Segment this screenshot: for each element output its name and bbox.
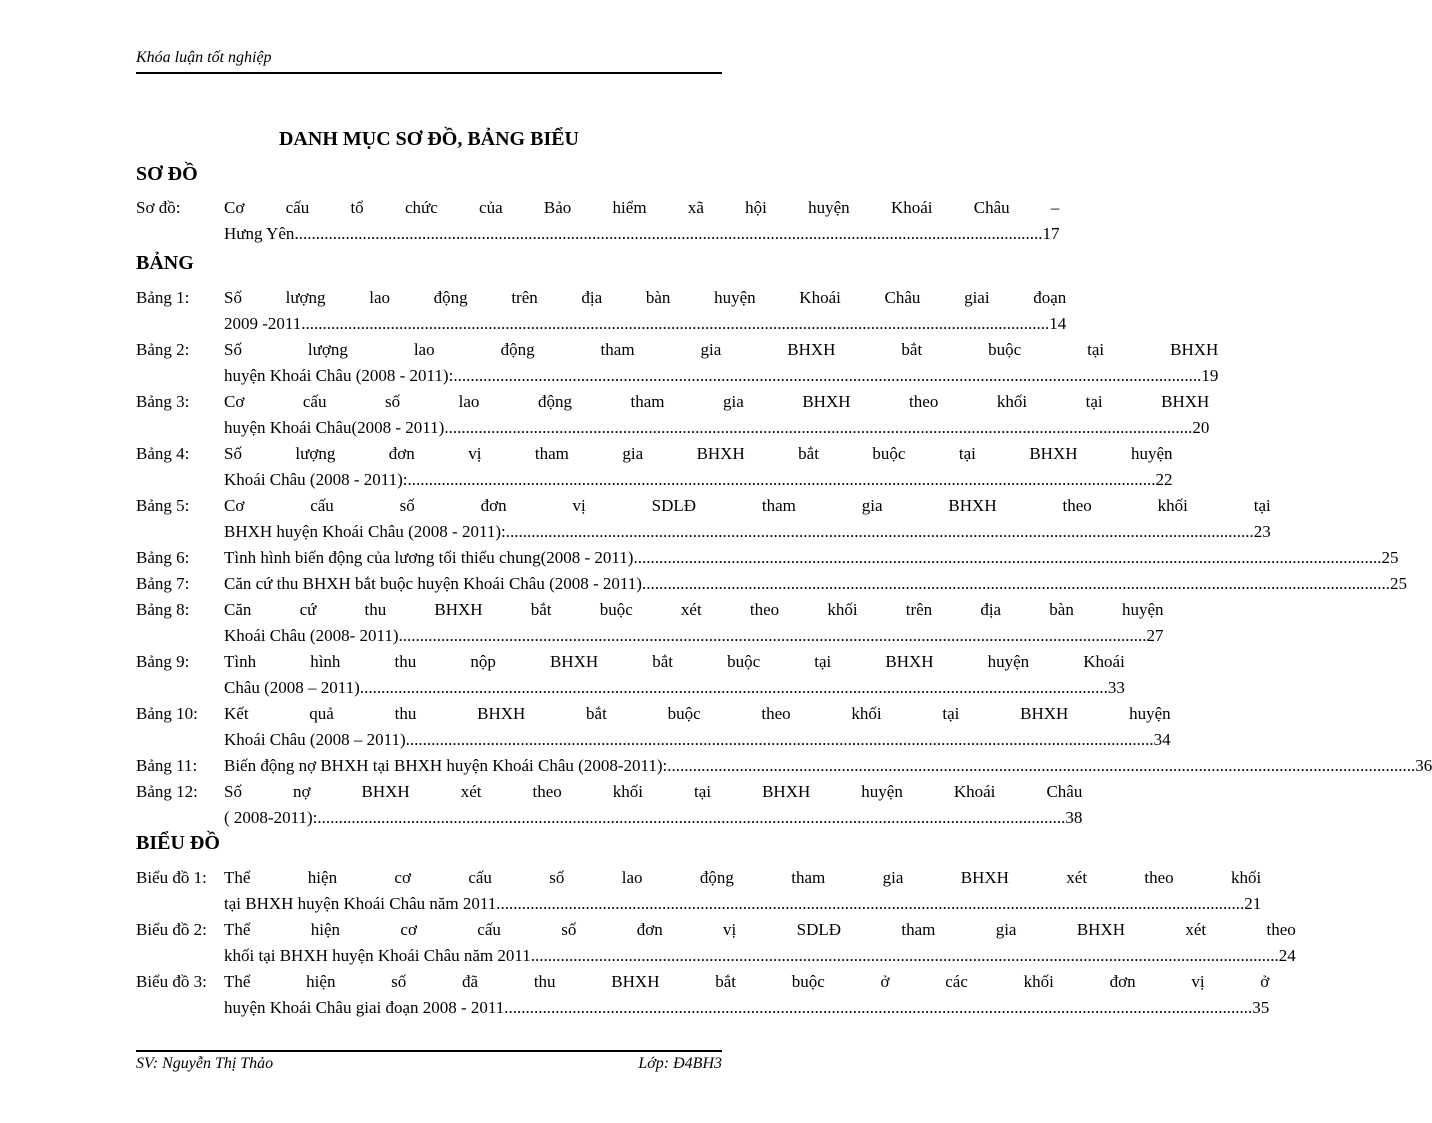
toc-entry: [136, 597, 1164, 649]
toc-entry-body: [224, 285, 1066, 337]
toc-entry-body: [224, 597, 1164, 649]
toc-entry-leader-line: [224, 753, 1432, 779]
page-number: 35: [1252, 998, 1270, 1017]
toc-entry: [136, 701, 1171, 753]
toc-entry: [136, 753, 1432, 779]
toc-entry-title: Căn cứ thu BHXH bắt buộc xét theo khối trên địa bàn huyện: [224, 600, 1164, 619]
dot-leader: [667, 753, 1415, 779]
footer-rule: [136, 1050, 722, 1052]
toc-entry-title: Thể hiện cơ cấu số lao động tham gia BHXH xét theo khối: [224, 868, 1262, 887]
toc-entry-title: Cơ cấu tổ chức của Bảo hiểm xã hội huyện Khoái Châu –: [224, 198, 1060, 217]
section-heading-bang: BẢNG: [136, 252, 194, 274]
page-number: 23: [1253, 522, 1271, 541]
toc-entry-leader-line: [224, 363, 1218, 389]
class-code: Lớp: Đ4BH3: [638, 1055, 722, 1072]
toc-entry-label: Bảng 5:: [136, 496, 190, 515]
toc-entry-title: Cơ cấu số lao động tham gia BHXH theo khối tại BHXH: [224, 392, 1210, 411]
toc-entry-title: Căn cứ thu BHXH bắt buộc huyện Khoái Châu (2008 - 2011): [224, 574, 642, 593]
page-number: 22: [1155, 470, 1173, 489]
toc-entry-leader-line: [224, 221, 1059, 247]
toc-entry-label: Bảng 12:: [136, 782, 198, 801]
toc-entry-title-continued: Hưng Yên: [224, 224, 295, 243]
dot-leader: [408, 467, 1156, 493]
toc-entry-title: Thể hiện cơ cấu số đơn vị SDLĐ tham gia BHXH xét theo: [224, 920, 1296, 939]
toc-entry-title-continued: huyện Khoái Châu giai đoạn 2008 - 2011: [224, 998, 505, 1017]
toc-entry-leader-line: [224, 519, 1271, 545]
toc-entry: [136, 545, 1399, 571]
toc-entry-label: Bảng 7:: [136, 574, 190, 593]
dot-leader: [453, 363, 1201, 389]
page-title: DANH MỤC SƠ ĐỒ, BẢNG BIỂU: [278, 128, 580, 150]
toc-entry-body: [224, 195, 1059, 247]
toc-entry-leader-line: [224, 891, 1261, 917]
toc-entry-label: Biểu đồ 2:: [136, 920, 207, 939]
so-do-list: [136, 195, 1060, 247]
toc-entry: [136, 493, 1271, 545]
page-number: 14: [1049, 314, 1067, 333]
dot-leader: [444, 415, 1192, 441]
toc-entry: [136, 285, 1067, 337]
dot-leader: [294, 221, 1042, 247]
toc-entry: [136, 917, 1296, 969]
toc-entry-body: [224, 545, 1398, 571]
toc-entry-body: [224, 917, 1296, 969]
dot-leader: [399, 623, 1147, 649]
toc-entry-label: Biểu đồ 3:: [136, 972, 207, 991]
toc-entry-title: Tình hình thu nộp BHXH bắt buộc tại BHXH huyện Khoái: [224, 652, 1125, 671]
running-header: Khóa luận tốt nghiệp: [136, 49, 272, 66]
toc-entry-title: Tình hình biến động của lương tối thiểu chung(2008 - 2011): [224, 548, 634, 567]
student-name: SV: Nguyễn Thị Thảo: [136, 1055, 274, 1072]
toc-entry-body: [224, 571, 1407, 597]
toc-entry-title-continued: tại BHXH huyện Khoái Châu năm 2011: [224, 894, 497, 913]
toc-entry: [136, 865, 1262, 917]
dot-leader: [317, 805, 1065, 831]
toc-entry-label: Bảng 9:: [136, 652, 190, 671]
toc-entry: [136, 337, 1219, 389]
toc-entry-title-continued: huyện Khoái Châu (2008 - 2011):: [224, 366, 454, 385]
page-number: 21: [1244, 894, 1262, 913]
toc-entry-title-continued: BHXH huyện Khoái Châu (2008 - 2011):: [224, 522, 506, 541]
toc-entry-title: Biến động nợ BHXH tại BHXH huyện Khoái Châu (2008-2011):: [224, 756, 668, 775]
page-number: 19: [1201, 366, 1219, 385]
header-rule: [136, 72, 722, 74]
toc-entry-title: Cơ cấu số đơn vị SDLĐ tham gia BHXH theo khối tại: [224, 496, 1271, 515]
toc-entry-title: Kết quả thu BHXH bắt buộc theo khối tại BHXH huyện: [224, 704, 1171, 723]
page-number: 17: [1042, 224, 1060, 243]
toc-entry-body: [224, 441, 1173, 493]
toc-entry-body: [224, 649, 1125, 701]
dot-leader: [531, 943, 1279, 969]
toc-entry-label: Bảng 2:: [136, 340, 190, 359]
bieu-do-list: [136, 865, 1296, 1021]
table-of-figures: [136, 162, 1432, 1021]
toc-entry: [136, 649, 1125, 701]
toc-entry-title: Số lượng đơn vị tham gia BHXH bắt buộc tại BHXH huyện: [224, 444, 1173, 463]
page-number: 36: [1415, 756, 1432, 775]
toc-entry-body: [224, 389, 1209, 441]
toc-entry-title-continued: Khoái Châu (2008 - 2011):: [224, 470, 408, 489]
toc-entry-leader-line: [224, 545, 1398, 571]
toc-entry: [136, 441, 1173, 493]
toc-entry-body: [224, 753, 1432, 779]
page-number: 38: [1065, 808, 1083, 827]
toc-entry-leader-line: [224, 415, 1209, 441]
toc-entry-label: Bảng 11:: [136, 756, 198, 775]
toc-entry-label: Bảng 6:: [136, 548, 190, 567]
toc-entry-title-continued: Khoái Châu (2008- 2011): [224, 626, 399, 645]
toc-entry-body: [224, 969, 1269, 1021]
toc-entry-label: Bảng 8:: [136, 600, 190, 619]
dot-leader: [642, 571, 1390, 597]
page-number: 20: [1192, 418, 1210, 437]
toc-entry: [136, 969, 1270, 1021]
toc-entry-body: [224, 337, 1218, 389]
toc-entry: [136, 779, 1083, 831]
toc-entry-body: [224, 493, 1271, 545]
toc-entry-leader-line: [224, 467, 1173, 493]
dot-leader: [504, 995, 1252, 1021]
dot-leader: [496, 891, 1244, 917]
toc-entry-body: [224, 701, 1171, 753]
toc-entry-label: Sơ đồ:: [136, 198, 181, 217]
toc-entry-leader-line: [224, 571, 1407, 597]
page-number: 24: [1278, 946, 1296, 965]
section-heading-bieu-do: BIỂU ĐỒ: [136, 832, 220, 854]
toc-entry-title-continued: Châu (2008 – 2011): [224, 678, 360, 697]
toc-entry-title-continued: khối tại BHXH huyện Khoái Châu năm 2011: [224, 946, 531, 965]
page-number: 27: [1146, 626, 1164, 645]
toc-entry-title-continued: ( 2008-2011):: [224, 808, 318, 827]
toc-entry-leader-line: [224, 805, 1082, 831]
page-number: 25: [1381, 548, 1399, 567]
bang-list: [136, 285, 1432, 831]
toc-entry-title: Thể hiện số đã thu BHXH bắt buộc ở các khối đơn vị ở: [224, 972, 1270, 991]
toc-entry-title-continued: huyện Khoái Châu(2008 - 2011): [224, 418, 445, 437]
toc-entry-body: [224, 779, 1082, 831]
page-number: 34: [1153, 730, 1171, 749]
dot-leader: [506, 519, 1254, 545]
page-number: 33: [1107, 678, 1125, 697]
section-heading-so-do: SƠ ĐỒ: [136, 163, 198, 185]
toc-entry-leader-line: [224, 727, 1171, 753]
toc-entry-title: Số lượng lao động trên địa bàn huyện Khoái Châu giai đoạn: [224, 288, 1067, 307]
toc-entry-title-continued: 2009 -2011: [224, 314, 302, 333]
toc-entry-title: Số nợ BHXH xét theo khối tại BHXH huyện Khoái Châu: [224, 782, 1083, 801]
toc-entry-leader-line: [224, 943, 1296, 969]
toc-entry-label: Bảng 4:: [136, 444, 190, 463]
toc-entry-title: Số lượng lao động tham gia BHXH bắt buộc tại BHXH: [224, 340, 1219, 359]
dot-leader: [633, 545, 1381, 571]
toc-entry-label: Bảng 1:: [136, 288, 190, 307]
toc-entry-leader-line: [224, 311, 1066, 337]
toc-entry-label: Bảng 3:: [136, 392, 190, 411]
toc-entry: [136, 195, 1060, 247]
dot-leader: [406, 727, 1154, 753]
dot-leader: [301, 311, 1049, 337]
toc-entry-label: Bảng 10:: [136, 704, 198, 723]
toc-entry-body: [224, 865, 1261, 917]
toc-entry: [136, 571, 1407, 597]
toc-entry-leader-line: [224, 675, 1125, 701]
toc-entry-leader-line: [224, 995, 1269, 1021]
toc-entry-leader-line: [224, 623, 1164, 649]
page-number: 25: [1389, 574, 1407, 593]
toc-entry-label: Biểu đồ 1:: [136, 868, 207, 887]
dot-leader: [360, 675, 1108, 701]
running-footer: [136, 1055, 722, 1073]
toc-entry-title-continued: Khoái Châu (2008 – 2011): [224, 730, 406, 749]
toc-entry: [136, 389, 1210, 441]
